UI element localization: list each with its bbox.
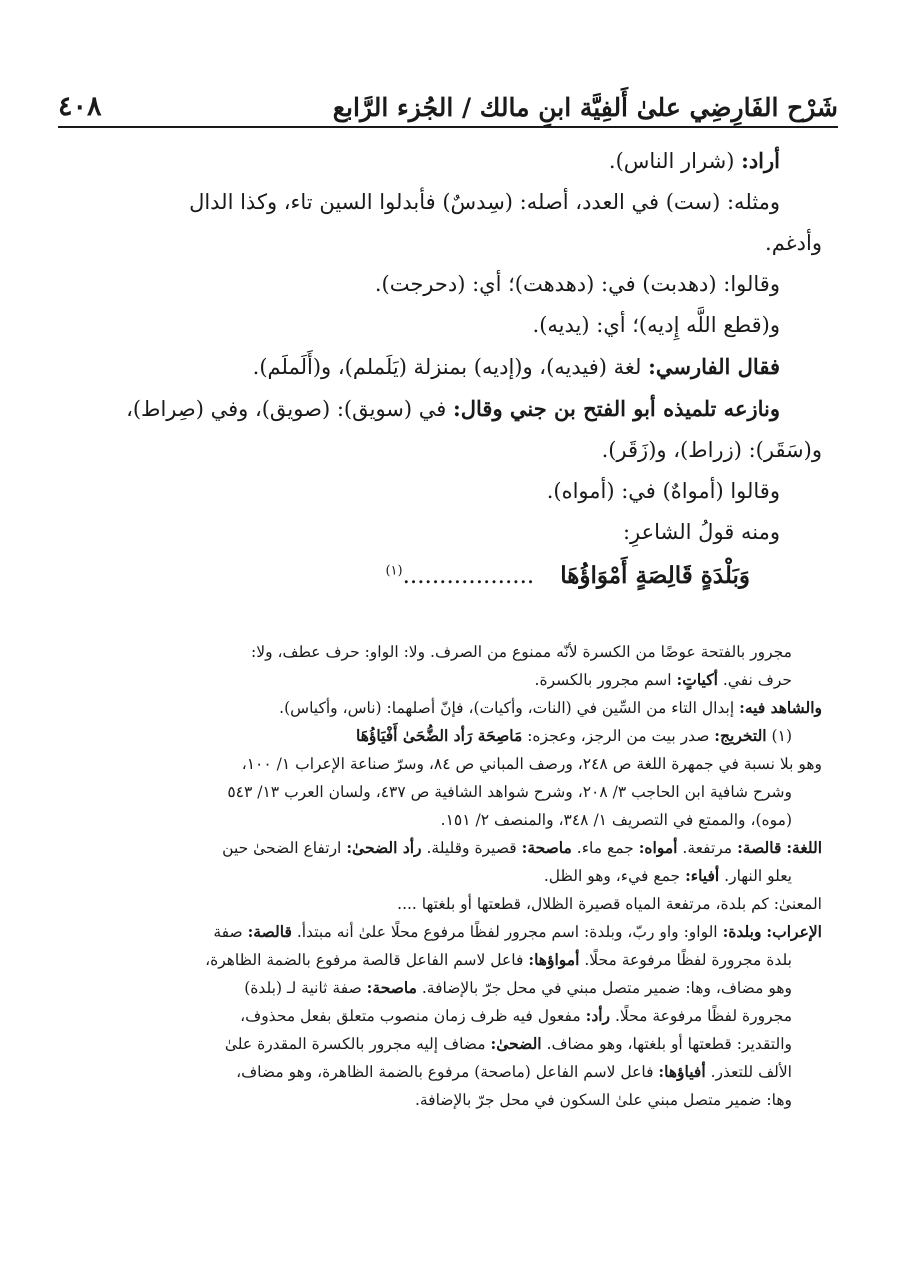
- p6-text: في (سويق): (صويق)، وفي (صِراط)،: [126, 397, 447, 421]
- p1-text: (شرار الناس).: [608, 149, 735, 173]
- note-text: مجرورة لفظًا مرفوعة محلًا.: [614, 1007, 792, 1025]
- footnote-1-line: [70, 722, 822, 750]
- note-term: رأد الضحىٰ:: [346, 838, 422, 857]
- note-term: قالصة:: [247, 922, 292, 941]
- footnote-marker: (١): [385, 563, 403, 579]
- paragraph-7: وقالوا (أمواهٌ) في: (أمواه).: [546, 479, 780, 503]
- paragraph-2-line-2: وأدغم.: [765, 231, 822, 255]
- note-text: الألف للتعذر.: [710, 1063, 792, 1081]
- note-line: [70, 974, 822, 1002]
- note-text: فاعل لاسم الفاعل قالصة مرفوع بالضمة الظاهرة،: [205, 951, 524, 969]
- p5-text: لغة (فيديه)، و(إديه) بمنزلة (يَلَملم)، و(أَلَملَم).: [252, 355, 642, 379]
- note-line: [70, 694, 822, 722]
- note-text: فاعل لاسم الفاعل (ماصحة) مرفوع بالضمة الظاهرة، وهو مضاف،: [236, 1063, 654, 1081]
- note-text: جمع ماء.: [576, 839, 634, 857]
- paragraph-6-line-1: [70, 388, 822, 430]
- note-label: الإعراب:: [766, 922, 822, 941]
- note-text: صفة ثانية لـ (بلدة): [244, 979, 362, 997]
- paragraph-8: ومنه قولُ الشاعرِ:: [622, 520, 780, 544]
- p6-label: ونازعه تلميذه أبو الفتح بن جني وقال:: [453, 396, 780, 421]
- header-rule: [58, 126, 838, 128]
- note-term: قالصة:: [737, 838, 782, 857]
- note-text: جمع فيء، وهو الظل.: [543, 867, 681, 885]
- footnote-number: (١): [771, 727, 792, 745]
- note-text: الواو: واو ربّ، وبلدة: اسم مجرور لفظًا مرفوع محلًا علىٰ أنه مبتدأ.: [296, 923, 718, 941]
- p5-label: فقال الفارسي:: [648, 354, 780, 379]
- note-text: مضاف إليه مجرور بالكسرة المقدرة علىٰ: [224, 1035, 486, 1053]
- note-term: أكياتٍ:: [676, 670, 718, 689]
- note-line: [70, 1030, 822, 1058]
- note-text: مرتفعة.: [682, 839, 733, 857]
- verse-second-half: مَاصِحَة رَأد الضُّحَىٰ أَفْيَاؤُهَا: [355, 726, 523, 745]
- note-line: وها: ضمير متصل مبني علىٰ السكون في محل جرّ بالإضافة.: [414, 1091, 792, 1109]
- paragraph-4: و(قطع اللَّه إِديه)؛ أي: (يديه).: [532, 313, 780, 337]
- note-text: وهو مضاف، وها: ضمير متصل مبني في محل جرّ بالإضافة.: [421, 979, 792, 997]
- note-text: صفة: [213, 923, 243, 941]
- note-term: ماصحة:: [366, 978, 417, 997]
- note-line: المعنىٰ: كم بلدة، مرتفعة المياه قصيرة الظلال، قطعتها أو بلغتها ....: [397, 895, 822, 913]
- note-text: يعلو النهار.: [724, 867, 792, 885]
- note-term: أمواه:: [638, 838, 678, 857]
- paragraph-2-line-1: ومثله: (ست) في العدد، أصله: (سِدسٌ) فأبدلوا السين تاء، وكذا الدال: [189, 190, 780, 214]
- note-line: وهو بلا نسبة في جمهرة اللغة ص ٢٤٨، ورصف المباني ص ٨٤، وسرّ صناعة الإعراب ١/ ١٠٠،: [241, 755, 822, 773]
- verse-dots: ..................: [402, 563, 535, 589]
- note-text: إبدال التاء من السِّين في (النات، وأكيات)، فإنّ أصلهما: (ناس، وأكياس).: [279, 699, 735, 717]
- page-number: ٤٠٨: [58, 91, 102, 122]
- note-term: أفياء:: [685, 866, 720, 885]
- note-line: [70, 1058, 822, 1086]
- note-text: والتقدير: قطعتها أو بلغتها، وهو مضاف.: [546, 1035, 792, 1053]
- verse-text: وَبَلْدَةٍ قَالِصَةٍ أَمْوَاؤُهَا: [560, 562, 750, 589]
- paragraph-6-line-2: و(سَقَر): (زراط)، و(زَقَر).: [601, 438, 822, 462]
- paragraph-1: [70, 140, 822, 182]
- main-text: [70, 140, 822, 553]
- note-text: اسم مجرور بالكسرة.: [534, 671, 672, 689]
- note-line: [70, 834, 822, 862]
- note-line: [70, 918, 822, 946]
- note-label: التخريج:: [714, 726, 767, 745]
- note-label: اللغة:: [786, 838, 822, 857]
- note-text: صدر بيت من الرجز، وعجزه:: [527, 727, 710, 745]
- note-text: بلدة مجرورة لفظًا مرفوعة محلًا.: [584, 951, 792, 969]
- note-line: [70, 1002, 822, 1030]
- note-term: أفياؤها:: [658, 1062, 706, 1081]
- note-text: مفعول فيه ظرف زمان منصوب متعلق بفعل محذوف،: [240, 1007, 581, 1025]
- note-term: رأد:: [585, 1006, 611, 1025]
- running-title: شَرْح الفَارِضِي علىٰ أَلفِيَّة ابنِ مالك / الجُزء الرَّابع: [332, 93, 838, 122]
- note-text: ارتفاع الضحىٰ حين: [222, 839, 342, 857]
- note-line: [70, 946, 822, 974]
- note-term: الضحىٰ:: [490, 1034, 542, 1053]
- paragraph-5: [70, 346, 822, 388]
- note-term: وبلدة:: [722, 922, 762, 941]
- p1-label: أراد:: [741, 148, 780, 173]
- note-line: وشرح شافية ابن الحاجب ٣/ ٢٠٨، وشرح شواهد الشافية ص ٤٣٧، ولسان العرب ١٣/ ٥٤٣: [227, 783, 792, 801]
- note-term: ماصحة:: [521, 838, 572, 857]
- note-term: أمواؤها:: [528, 950, 580, 969]
- note-text: قصيرة وقليلة.: [426, 839, 517, 857]
- page-header: [58, 78, 838, 122]
- poetry-verse: [196, 562, 750, 589]
- note-line: (موه)، والممتع في التصريف ١/ ٣٤٨، والمنصف ٢/ ١٥١.: [440, 811, 792, 829]
- paragraph-3: وقالوا: (دهدبت) في: (دهدهت)؛ أي: (دحرجت).: [374, 272, 780, 296]
- note-text: حرف نفي.: [722, 671, 792, 689]
- note-line: [70, 862, 822, 890]
- note-line: مجرور بالفتحة عوضًا من الكسرة لأنّه ممنوع من الصرف. ولا: الواو: حرف عطف، ولا:: [251, 643, 792, 661]
- note-label: والشاهد فيه:: [739, 698, 822, 717]
- note-line: [70, 666, 822, 694]
- footnotes: [70, 638, 822, 1114]
